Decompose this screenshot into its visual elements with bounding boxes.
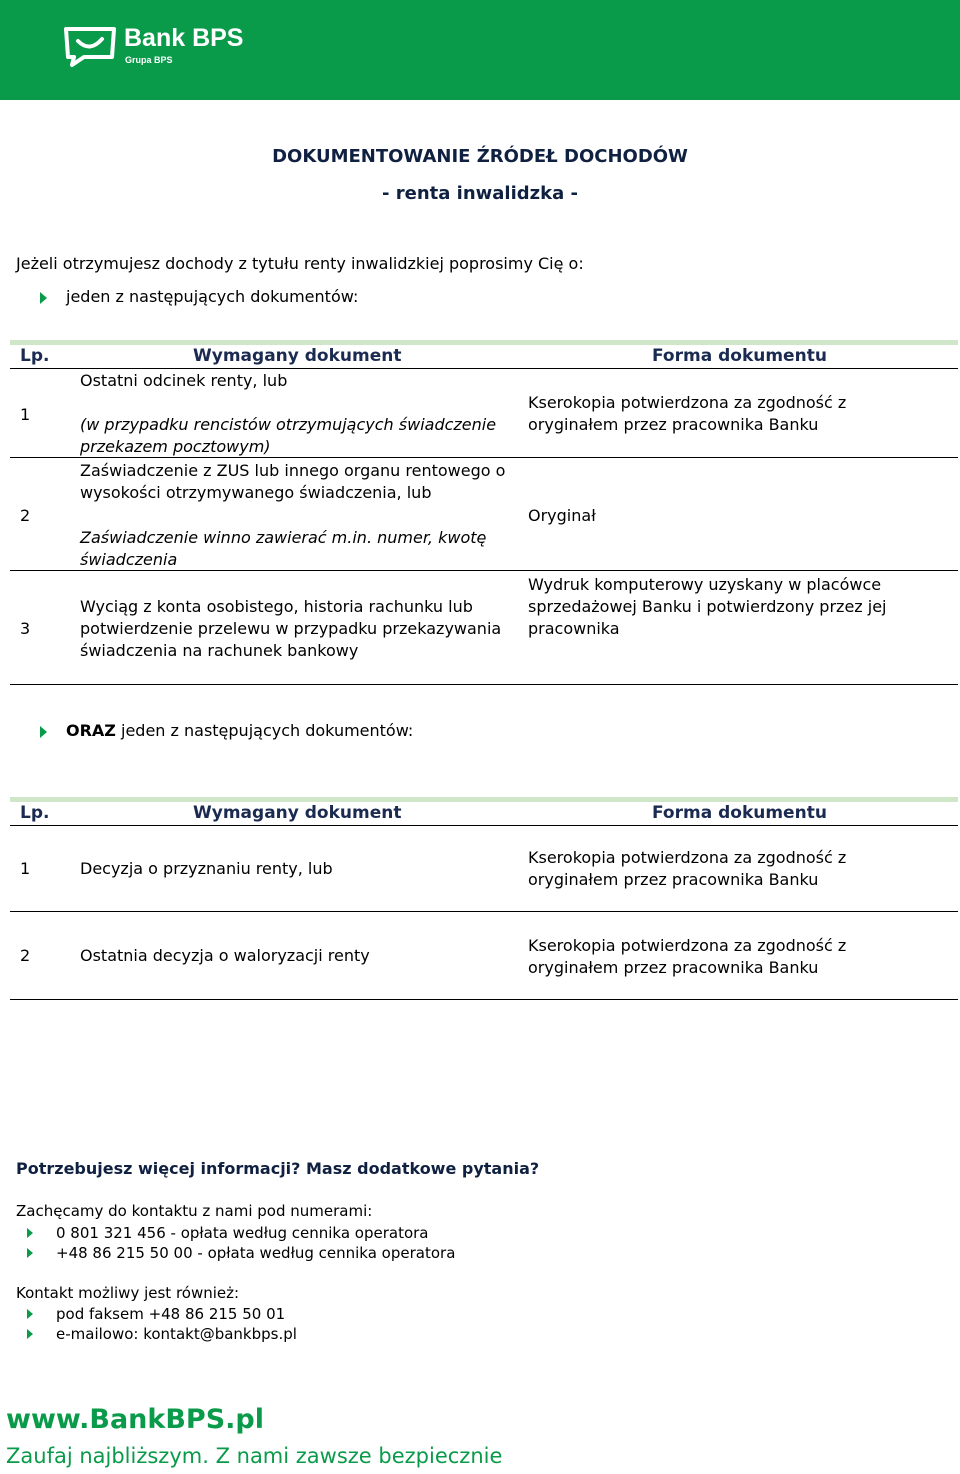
table2-row1-lp: 1 [20,859,31,878]
bullet-arrow-icon [40,726,47,738]
bullet-arrow-icon [27,1309,33,1319]
table2-row2-doc: Ostatnia decyzja o waloryzacji renty [80,946,370,965]
table1-bottom-rule [10,684,958,685]
table1-header-document: Wymagany dokument [193,346,402,366]
table1-row1-form: Kserokopia potwierdzona za zgodność z oryginałem przez pracownika Banku [528,393,847,434]
table1-row-divider [10,457,958,458]
table1-header-rule [10,368,958,369]
table1-row1-doc-main: Ostatni odcinek renty, lub [80,371,288,390]
contact-invite: Zachęcamy do kontaktu z nami pod numerami: [16,1202,373,1220]
table1-row2-lp: 2 [20,506,31,525]
contact-question: Potrzebujesz więcej informacji? Masz dodatkowe pytania? [16,1159,540,1178]
contact-email[interactable]: e-mailowo: kontakt@bankbps.pl [56,1325,297,1343]
bullet-arrow-icon [27,1228,33,1238]
table2-row1-form: Kserokopia potwierdzona za zgodność z oryginałem przez pracownika Banku [528,848,847,889]
table1-row1-lp: 1 [20,405,31,424]
page-title: DOKUMENTOWANIE ŹRÓDEŁ DOCHODÓW [272,146,688,167]
table2-header-lp: Lp. [20,803,50,823]
table2-row2-form: Kserokopia potwierdzona za zgodność z oryginałem przez pracownika Banku [528,936,847,977]
footer-url-link[interactable]: www.BankBPS.pl [6,1404,264,1435]
bank-group: Grupa BPS [125,55,173,65]
table2-row1-doc: Decyzja o przyznaniu renty, lub [80,859,333,878]
table2-header-form: Forma dokumentu [652,803,827,823]
page-subtitle: - renta inwalidzka - [382,183,578,204]
header-band [0,0,960,100]
contact-phone-2[interactable]: +48 86 215 50 00 - opłata według cennika operatora [56,1244,456,1262]
table1-row1-doc-note: (w przypadku rencistów otrzymujących świadczenie przekazem pocztowym) [80,415,497,456]
section1-bullet: jeden z następujących dokumentów: [66,287,359,306]
table1-row2-doc-note: Zaświadczenie winno zawierać m.in. numer, kwotę świadczenia [80,528,487,569]
bank-name: Bank BPS [124,24,244,52]
table1-row3-lp: 3 [20,619,31,638]
table1-header-lp: Lp. [20,346,50,366]
table2-row-divider [10,911,958,912]
intro-text: Jeżeli otrzymujesz dochody z tytułu renty inwalidzkiej poprosimy Cię o: [16,254,584,273]
table2-bottom-rule [10,999,958,1000]
table1-row2-doc-main: Zaświadczenie z ZUS lub innego organu rentowego o wysokości otrzymywanego świadczenia, lub [80,461,506,502]
contact-fax[interactable]: pod faksem +48 86 215 50 01 [56,1305,286,1323]
bank-logo-icon [64,25,116,67]
bank-logo[interactable] [64,23,254,71]
table1-header-form: Forma dokumentu [652,346,827,366]
table2-header-document: Wymagany dokument [193,803,402,823]
contact-phone-1[interactable]: 0 801 321 456 - opłata według cennika operatora [56,1224,429,1242]
table1-row2-form: Oryginał [528,506,596,525]
table1-row3-form: Wydruk komputerowy uzyskany w placówce sprzedażowej Banku i potwierdzony przez jej pracownika [528,575,887,638]
section2-bullet: ORAZ jeden z następujących dokumentów: [66,721,414,740]
bullet-arrow-icon [27,1248,33,1258]
table2-row2-lp: 2 [20,946,31,965]
contact-also: Kontakt możliwy jest również: [16,1284,240,1302]
table1-row3-doc-main: Wyciąg z konta osobistego, historia rachunku lub potwierdzenie przelewu w przypadku przekazywania świadczenia na rachunek bankowy [80,597,502,660]
table1-row-divider [10,570,958,571]
table2-header-rule [10,825,958,826]
bullet-arrow-icon [40,292,47,304]
bullet-arrow-icon [27,1329,33,1339]
footer-tagline: Zaufaj najbliższym. Z nami zawsze bezpiecznie [6,1444,503,1468]
